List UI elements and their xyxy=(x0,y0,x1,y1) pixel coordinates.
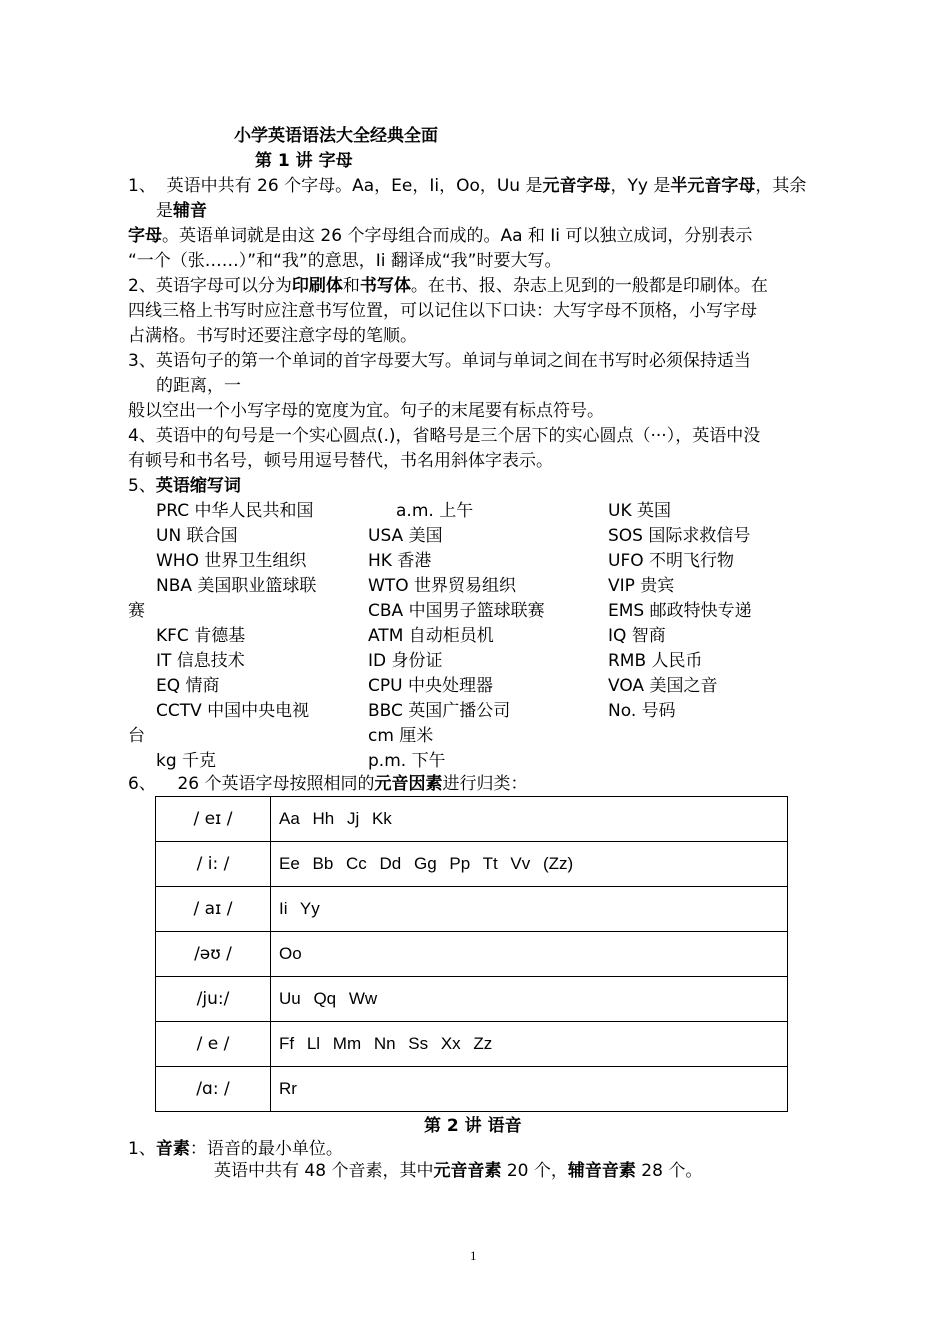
abbr-item: CBA 中国男子篮球联赛 xyxy=(368,601,545,621)
lecture-2-paragraph-1-line-2 xyxy=(214,1159,702,1184)
bold-term: 印刷体 xyxy=(291,276,343,296)
abbr-item: a.m. 上午 xyxy=(396,501,474,521)
text: ，其余 xyxy=(755,176,807,196)
phoneme-cell: / aɪ / xyxy=(156,887,271,932)
text: 进行归类： xyxy=(442,774,528,794)
item-number: 5、 xyxy=(128,476,156,496)
phoneme-cell: /əʊ / xyxy=(156,932,271,977)
letters-cell: Ii Yy xyxy=(271,887,788,932)
text: 英语中共有 48 个音素，其中 xyxy=(214,1161,434,1181)
abbr-item: CCTV 中国中央电视 xyxy=(156,701,310,721)
page-number: 1 xyxy=(470,1248,477,1263)
abbr-item: UN 联合国 xyxy=(156,526,238,546)
document-title: 小学英语语法大全经典全面 xyxy=(234,126,438,146)
text: 26 个英语字母按照相同的 xyxy=(177,774,375,794)
lecture-1-title: 第 1 讲 字母 xyxy=(255,151,353,171)
abbr-item: CPU 中央处理器 xyxy=(368,676,493,696)
abbr-item: EMS 邮政特快专递 xyxy=(608,601,752,621)
bold-term: 音素 xyxy=(155,1139,190,1159)
vowel-grouping-table xyxy=(155,796,788,1112)
abbr-item: IQ 智商 xyxy=(608,626,666,646)
table-row xyxy=(156,842,788,887)
abbr-item: NBA 美国职业篮球联 xyxy=(156,576,317,596)
phoneme-cell: /ju:/ xyxy=(156,977,271,1022)
abbr-item: ATM 自动柜员机 xyxy=(368,626,494,646)
abbr-item: p.m. 下午 xyxy=(368,751,446,771)
paragraph-1-line-4: “一个（张……）”和“我”的意思，Ii 翻译成“我”时要大写。 xyxy=(128,251,562,271)
abbr-item: PRC 中华人民共和国 xyxy=(156,501,314,521)
paragraph-1-line-2 xyxy=(156,199,207,224)
abbreviations-heading xyxy=(128,474,241,499)
item-number: 1、 xyxy=(128,176,156,196)
phoneme-cell: /ɑ: / xyxy=(156,1067,271,1112)
letters-cell: Oo xyxy=(271,932,788,977)
abbr-item: VIP 贵宾 xyxy=(608,576,675,596)
paragraph-1-line-1 xyxy=(128,174,806,199)
paragraph-1-line-3 xyxy=(128,224,752,249)
bold-term: 书写体 xyxy=(359,276,411,296)
bold-term: 辅音音素 xyxy=(567,1161,636,1181)
paragraph-2-line-3: 占满格。书写时还要注意字母的笔顺。 xyxy=(128,326,417,346)
abbr-item: WHO 世界卫生组织 xyxy=(156,551,307,571)
bold-term: 英语缩写词 xyxy=(155,476,241,496)
paragraph-3-line-2: 的距离，一 xyxy=(156,376,241,396)
phoneme-cell: / eɪ / xyxy=(156,797,271,842)
text: 是 xyxy=(156,201,173,221)
paragraph-4-line-1: 4、英语中的句号是一个实心圆点(.)，省略号是三个居下的实心圆点（···），英语中没 xyxy=(128,426,761,446)
abbr-item: kg 千克 xyxy=(156,751,217,771)
table-row xyxy=(156,977,788,1022)
abbr-item: HK 香港 xyxy=(368,551,432,571)
table-row xyxy=(156,932,788,977)
letters-cell: Uu Qq Ww xyxy=(271,977,788,1022)
paragraph-3-line-1: 3、英语句子的第一个单词的首字母要大写。单词与单词之间在书写时必须保持适当 xyxy=(128,351,751,371)
text: 20 个， xyxy=(501,1161,568,1181)
paragraph-2-line-1 xyxy=(128,274,768,299)
abbr-item: BBC 英国广播公司 xyxy=(368,701,511,721)
text: ，Yy 是 xyxy=(610,176,671,196)
abbr-item: IT 信息技术 xyxy=(156,651,245,671)
abbr-item-continued: 赛 xyxy=(128,601,145,621)
abbr-item: EQ 情商 xyxy=(156,676,220,696)
bold-term: 字母 xyxy=(128,226,162,246)
letters-cell: Rr xyxy=(271,1067,788,1112)
item-number: 1、 xyxy=(128,1139,156,1159)
abbr-item: cm 厘米 xyxy=(368,726,434,746)
text: 。在书、报、杂志上见到的一般都是印刷体。在 xyxy=(410,276,768,296)
abbr-item: No. 号码 xyxy=(608,701,676,721)
abbr-item: UK 英国 xyxy=(608,501,671,521)
table-row xyxy=(156,797,788,842)
text: 英语中共有 26 个字母。Aa，Ee，Ii，Oo，Uu 是 xyxy=(166,176,543,196)
abbr-item: VOA 美国之音 xyxy=(608,676,718,696)
text: ：语音的最小单位。 xyxy=(189,1139,343,1159)
abbr-item: ID 身份证 xyxy=(368,651,443,671)
bold-term: 元音音素 xyxy=(433,1161,502,1181)
bold-term: 半元音字母 xyxy=(670,176,756,196)
letters-cell: Ff Ll Mm Nn Ss Xx Zz xyxy=(271,1022,788,1067)
abbr-item: UFO 不明飞行物 xyxy=(608,551,735,571)
item-number: 6、 xyxy=(128,774,156,794)
abbr-item: RMB 人民币 xyxy=(608,651,703,671)
lecture-2-title: 第 2 讲 语音 xyxy=(424,1116,522,1136)
table-row xyxy=(156,1022,788,1067)
bold-term: 元音字母 xyxy=(542,176,611,196)
paragraph-6 xyxy=(128,772,528,797)
phoneme-cell: / i: / xyxy=(156,842,271,887)
paragraph-2-line-2: 四线三格上书写时应注意书写位置，可以记住以下口诀：大写字母不顶格，小写字母 xyxy=(128,301,757,321)
abbr-item: SOS 国际求救信号 xyxy=(608,526,751,546)
phoneme-cell: / e / xyxy=(156,1022,271,1067)
letters-cell: Aa Hh Jj Kk xyxy=(271,797,788,842)
abbr-item-continued: 台 xyxy=(128,726,145,746)
abbr-item: WTO 世界贸易组织 xyxy=(368,576,516,596)
text: 2、英语字母可以分为 xyxy=(128,276,292,296)
bold-term: 元音因素 xyxy=(374,774,443,794)
abbr-item: KFC 肯德基 xyxy=(156,626,246,646)
abbr-item: USA 美国 xyxy=(368,526,443,546)
table-row xyxy=(156,1067,788,1112)
bold-term: 辅音 xyxy=(173,201,207,221)
text: 28 个。 xyxy=(635,1161,703,1181)
letters-cell: Ee Bb Cc Dd Gg Pp Tt Vv (Zz) xyxy=(271,842,788,887)
paragraph-3-line-3: 般以空出一个小写字母的宽度为宜。句子的末尾要有标点符号。 xyxy=(128,401,604,421)
text: 和 xyxy=(342,276,360,296)
table-row xyxy=(156,887,788,932)
paragraph-4-line-2: 有顿号和书名号，顿号用逗号替代，书名用斜体字表示。 xyxy=(128,451,553,471)
text: 。英语单词就是由这 26 个字母组合而成的。Aa 和 Ii 可以独立成词，分别表示 xyxy=(162,226,753,246)
